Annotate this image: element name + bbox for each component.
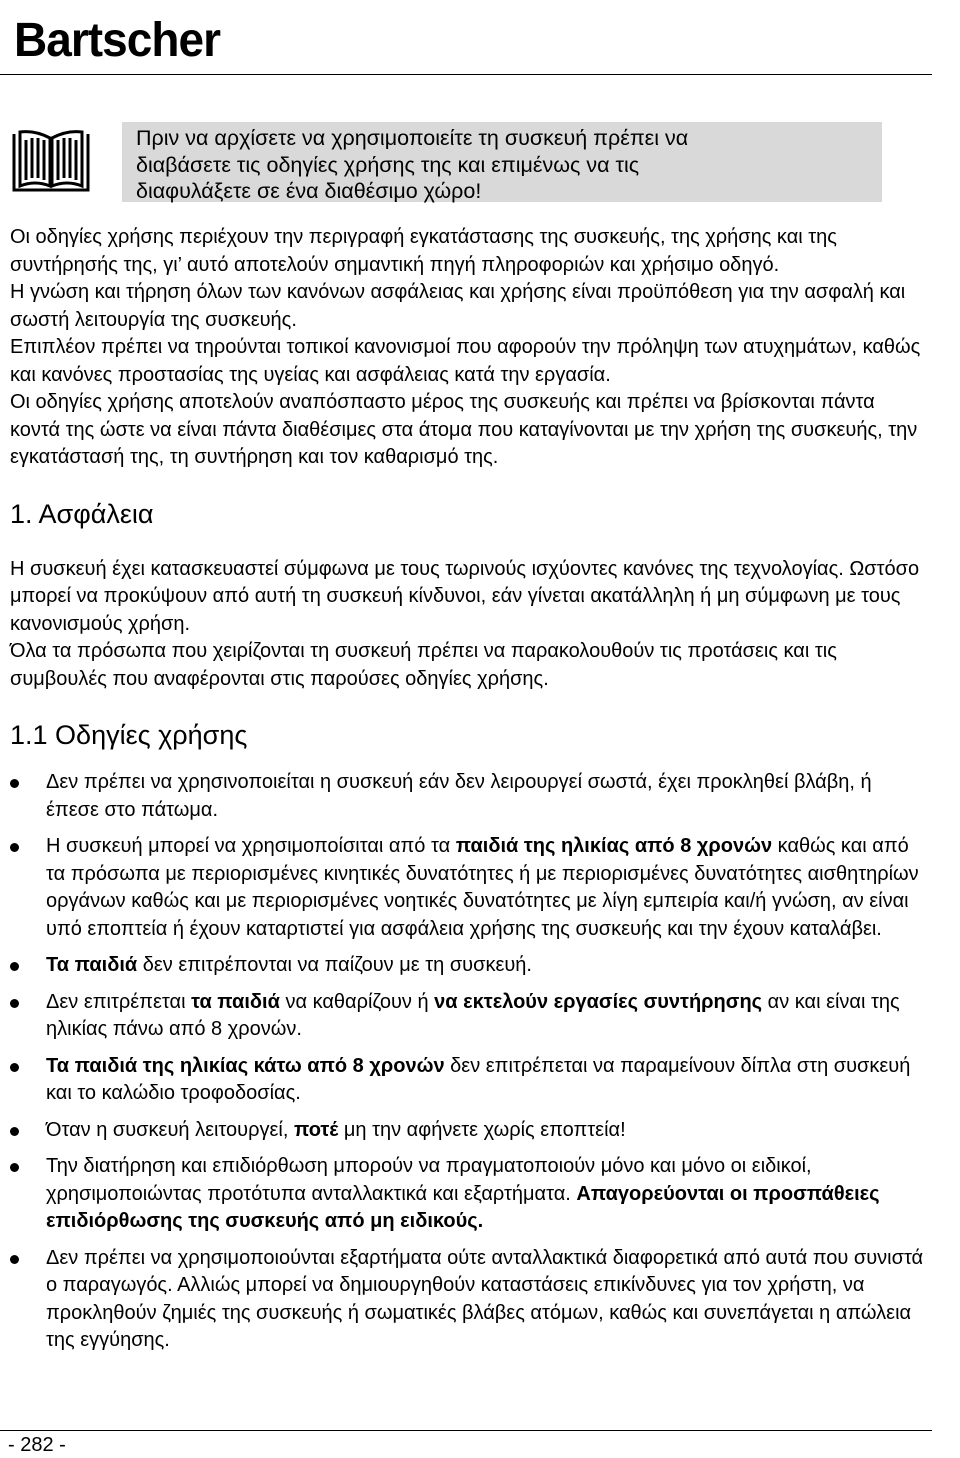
footer-rule (0, 1430, 932, 1431)
notice-line: Πριν να αρχίσετε να χρησιμοποιείτε τη συσκευή πρέπει να (136, 126, 689, 150)
bullet-icon (10, 962, 19, 971)
bullet-text: Δεν επιτρέπεται (46, 990, 192, 1013)
bullet-text: Όταν η συσκευή λειτουργεί, (46, 1118, 294, 1141)
intro-paragraph: Οι οδηγίες χρήσης περιέχουν την περιγραφή εγκατάστασης της συσκευής, της χρήσης και της συντήρησής της, γι’ αυτό αποτελούν σημαντική πηγή πληροφοριών και χρήσιμο οδηγό. (10, 226, 837, 276)
book-icon (10, 128, 92, 201)
bullet-text-bold: Τα παιδιά της ηλικίας κάτω από 8 χρονών (46, 1054, 445, 1077)
bullet-text: αν και είναι της ηλικίας πάνω από 8 χρονών. (46, 990, 900, 1040)
usage-bullet-item (10, 989, 925, 1044)
bullet-text: να καθαρίζουν ή (279, 990, 435, 1013)
notice-line: διαφυλάξετε σε ένα διαθέσιμο χώρο! (136, 179, 482, 203)
usage-bullet-item (10, 769, 925, 824)
bullet-icon (10, 1127, 19, 1136)
bullet-text: μη την αφήνετε χωρίς εποπτεία! (338, 1118, 626, 1141)
usage-bullet-item (10, 1153, 925, 1236)
bullet-icon (10, 999, 19, 1008)
bullet-text: δεν επιτρέπεται να παραμείνουν δίπλα στη συσκευή και το καλώδιο τροφοδοσίας. (46, 1054, 911, 1104)
intro-paragraph: Οι οδηγίες χρήσης αποτελούν αναπόσπαστο μέρος της συσκευής και πρέπει να βρίσκονται πάντα κοντά της ώστε να είναι πάντα διαθέσιμες στα άτομα που καταγίνονται με την χρήση της συσκευής, την εγκατάστασή της, τη συντήρηση και τον καθαρισμό της. (10, 391, 918, 468)
bullet-text-bold: ποτέ (293, 1118, 339, 1141)
notice-box (122, 122, 882, 202)
brand-logo-text: Bartscher (14, 14, 221, 66)
brand-logo (12, 2, 232, 66)
bullet-icon (10, 1063, 19, 1072)
intro-paragraph: Επιπλέον πρέπει να τηρούνται τοπικοί κανονισμοί που αφορούν την πρόληψη των ατυχημάτων, καθώς και κανόνες προστασίας της υγείας και ασφάλειας κατά την εργασία. (10, 336, 921, 386)
bullet-text-bold: Τα παιδιά (46, 954, 138, 976)
usage-bullet-item (10, 952, 925, 980)
notice-line: διαβάσετε τις οδηγίες χρήσης της και επιμένως να τις (136, 152, 640, 177)
intro-paragraph: Η γνώση και τήρηση όλων των κανόνων ασφάλειας και χρήσης είναι προϋπόθεση για την ασφαλή και σωστή λειτουργία της συσκευής. (10, 281, 906, 331)
bullet-icon (10, 1255, 19, 1264)
page-number: - 282 - (8, 1434, 66, 1456)
usage-bullet-list (10, 769, 925, 1355)
bullet-text: Η συσκευή μπορεί να χρησιμοποίσιται από τα (46, 835, 456, 857)
bullet-icon (10, 843, 19, 852)
bullet-text: Δεν πρέπει να χρησινοποιείται η συσκευή εάν δεν λειρουργεί σωστά, έχει προκληθεί βλάβη, ή έπεσε στο πάτωμα. (46, 771, 872, 821)
header-rule (0, 74, 932, 75)
bullet-text-bold: Απαγορεύονται οι προσπάθειες επιδιόρθωσης της συσκευής από μη ειδικούς. (46, 1182, 880, 1232)
bullet-text: Δεν πρέπει να χρησιμοποιούνται εξαρτήματα ούτε ανταλλακτικά διαφορετικά από αυτά που συνιστά ο παραγωγός. Αλλιώς μπορεί να δημιουργηθούν καταστάσεις επικίνδυνες για τον χρήστη, να προκληθούν ζημιές της συσκευής ή σωματικές βλάβες ατόμων, καθώς και συνεπάγεται η απώλεια της εγγύησης. (46, 1246, 924, 1351)
bullet-icon (10, 779, 19, 788)
usage-bullet-item (10, 833, 925, 943)
bullet-text: Την διατήρηση και επιδιόρθωση μπορούν να πραγματοποιούν μόνο και μόνο οι ειδικοί, χρησιμοποιώντας προτότυπα ανταλλακτικά και εξαρτήματα. (46, 1155, 812, 1205)
safety-paragraph: Όλα τα πρόσωπα που χειρίζονται τη συσκευή πρέπει να παρακολουθούν τις προτάσεις και τις συμβουλές που αναφέρονται στις παρούσες οδηγίες χρήσης. (10, 640, 837, 690)
section-heading-safety: 1. Ασφάλεια (10, 498, 154, 529)
bullet-text-bold: παιδιά της ηλικίας από 8 χρονών (455, 835, 773, 857)
bullet-text-bold: να εκτελούν εργασίες συντήρησης (434, 990, 763, 1013)
bullet-text: δεν επιτρέπονται να παίζουν με τη συσκευή. (137, 954, 532, 976)
bullet-icon (10, 1163, 19, 1172)
usage-bullet-item (10, 1117, 925, 1145)
document-body (10, 224, 925, 1364)
safety-paragraph: Η συσκευή έχει κατασκευαστεί σύμφωνα με τους τωρινούς ισχύοντες κανόνες της τεχνολογίας. Ωστόσο μπορεί να προκύψουν από αυτή τη συσκευή κίνδυνοι, εάν γίνεται ακατάλληλη ή μη σύμφωνη με τους κανονισμούς χρήση. (10, 557, 920, 635)
bullet-text: καθώς και από τα πρόσωπα με περιορισμένες κινητικές δυνατότητες ή με περιορισμένες δυνατότητες αισθητηρίων οργάνων καθώς και με περιορισμένες νοητικές δυνατότητες με λίγη εμπειρία και/ή γνώση, αν είναι υπό εποπτεία ή έχουν καταρτιστεί για ασφάλεια χρήσης της συσκευής και την έχουν καταλάβει. (46, 835, 919, 940)
usage-bullet-item (10, 1053, 925, 1108)
usage-bullet-item (10, 1245, 925, 1355)
section-heading-usage: 1.1 Οδηγίες χρήσης (10, 720, 248, 750)
bullet-text-bold: τα παιδιά (191, 990, 280, 1013)
